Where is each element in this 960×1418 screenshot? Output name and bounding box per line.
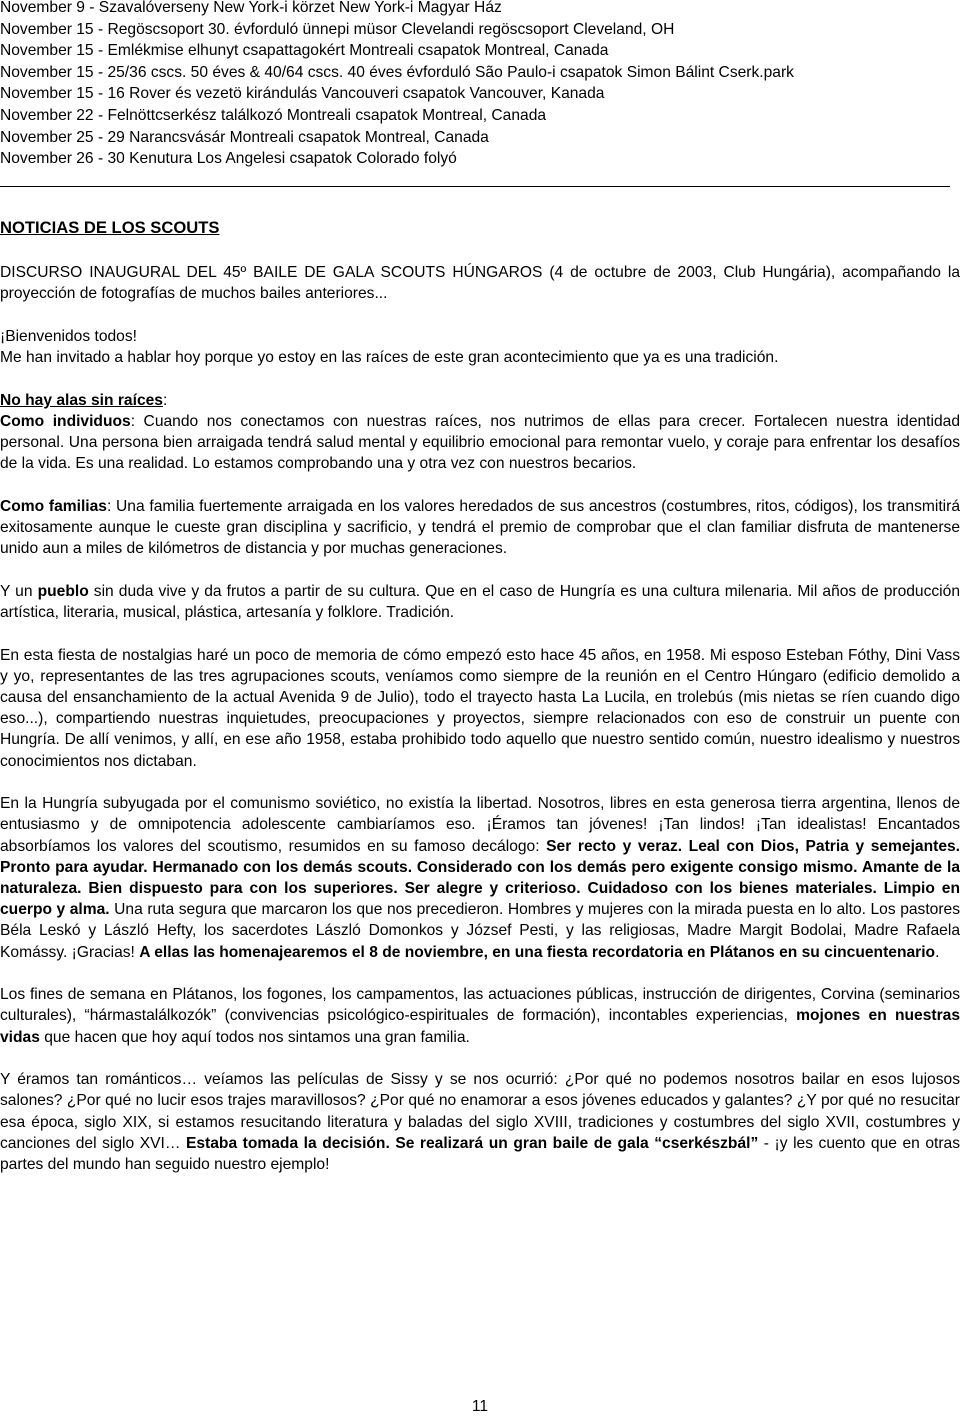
- speech-intro: [0, 262, 960, 304]
- event-item: November 9 - Szavalóverseny New York-i körzet New York-i Magyar Ház: [0, 0, 502, 16]
- hungary-text-b: Una ruta segura que marcaron los que nos precedieron. Hombres y mujeres con la mirada puesta en lo alto. Los pastores Béla Leskó y László Hefty, los sacerdotes László Domonkos y József Pesti, y las religiosas, Madre Margit Bodolai, Madre Rafaela Komássy. ¡Gracias!: [0, 901, 960, 961]
- hungary-paragraph: [0, 793, 960, 963]
- hungary-end: .: [935, 943, 940, 961]
- families-label: Como familias: [0, 497, 107, 515]
- people-text: sin duda vive y da frutos a partir de su cultura. Que en el caso de Hungría es una cultura milenaria. Mil años de producción artística, literaria, musical, plástica, artesanía y folklore. Tradición.: [0, 582, 960, 621]
- roots-paragraph: [0, 390, 960, 475]
- intro-number: 45º: [223, 264, 247, 281]
- romantic-text-b: - ¡y les cuento que en otras partes del mundo han seguido nuestro ejemplo!: [0, 1134, 960, 1174]
- article-body: [0, 262, 960, 1197]
- section-title: NOTICIAS DE LOS SCOUTS: [0, 218, 220, 237]
- invited-line: Me han invitado a hablar hoy porque yo estoy en las raíces de este gran acontecimiento que ya es una tradición.: [0, 349, 779, 366]
- hungary-text-a: En la Hungría subyugada por el comunismo soviético, no existía la libertad. Nosotros, libres en esta generosa tierra argentina, llenos de entusiasmo y de omnipotencia adolescente cambiaríamos eso. ¡Éramos tan jóvenes! ¡Tan lindos! ¡Tan idealistas! Encantados absorbíamos los valores del scoutismo, resumidos en su famoso decálogo:: [0, 795, 960, 855]
- weekends-text-b: que hacen que hoy aquí todos nos sintamos una gran familia.: [39, 1028, 470, 1046]
- individuals-label: Como individuos: [0, 412, 131, 430]
- roots-heading: No hay alas sin raíces: [0, 391, 163, 409]
- intro-suffix: BAILE DE GALA SCOUTS HÚNGAROS (4 de octubre de 2003, Club Hungária), acompañando la proyección de fotografías de muchos bailes anteriores...: [0, 264, 960, 303]
- event-item: November 26 - 30 Kenutura Los Angelesi csapatok Colorado folyó: [0, 150, 457, 168]
- intro-prefix: DISCURSO INAUGURAL DEL: [0, 264, 224, 281]
- families-text: : Una familia fuertemente arraigada en los valores heredados de sus ancestros (costumbres, ritos, códigos), los transmitirá exitosamente aunque le cueste gran disciplina y sacrificio, y tendrá el premio de comprobar que el clan familiar disfruta de mantenerse unido aun a miles de kilómetros de distancia y por muchas generaciones.: [0, 497, 960, 558]
- weekends-text-a: Los fines de semana en Plátanos, los fogones, los campamentos, las actuaciones públicas, instrucción de dirigentes, Corvina (seminarios culturales), “hármastalálkozók” (convivencias psicológico-espirituales de formación), incontables experiencias,: [0, 986, 960, 1025]
- welcome-line: ¡Bienvenidos todos!: [0, 327, 137, 345]
- memory-paragraph: En esta fiesta de nostalgias haré un poco de memoria de cómo empezó esto hace 45 años, en 1958. Mi esposo Esteban Fóthy, Dini Vass y yo, representantes de las tres agrupaciones scouts, veníamos como siempre de la reunión en el Centro Húngaro (edificio demolido a causa del ensanchamiento de la actual Avenida 9 de Julio), todo el trayecto hasta La Lucila, en trolebús (mis nietas se ríen cuando digo eso...), compartiendo nuestras inquietudes, preocupaciones y proyectos, siempre relacionados con eso de construir un puente con Hungría. De allí venimos, y allí, en ese año 1958, estaba prohibido todo aquello que nuestro sentido común, nuestro idealismo y nuestros conocimientos nos dictaban.: [0, 646, 960, 770]
- event-item: November 25 - 29 Narancsvásár Montreali csapatok Montreal, Canada: [0, 128, 489, 146]
- roots-colon: :: [162, 391, 168, 409]
- welcome-paragraph: [0, 326, 960, 368]
- romantic-bold: Estaba tomada la decisión. Se realizará un gran baile de gala “cserkészbál”: [185, 1134, 759, 1152]
- families-paragraph: [0, 496, 960, 560]
- event-item: November 15 - Emlékmise elhunyt csapattagokért Montreali csapatok Montreal, Canada: [0, 42, 609, 60]
- romantic-paragraph: [0, 1069, 960, 1175]
- romantic-text-a: Y éramos tan románticos… veíamos las películas de Sissy y se nos ocurrió: ¿Por qué no podemos nosotros bailar en esos lujosos salones? ¿Por qué no lucir esos trajes maravillosos? ¿Por qué no enamorar a esos jóvenes educados y galantes? ¿Y por qué no resucitar esa época, siglo XIX, si estamos resucitando literatura y baladas del siglo XVIII, tradiciones y costumbres del siglo XVII, costumbres y canciones del siglo XVI…: [0, 1071, 960, 1152]
- event-item: November 22 - Felnöttcserkész találkozó Montreali csapatok Montreal, Canada: [0, 106, 547, 124]
- decalogue-bold: Ser recto y veraz. Leal con Dios, Patria y semejantes. Pronto para ayudar. Hermanado con los demás scouts. Considerado con los demás pero exigente consigo mismo. Amante de la naturaleza. Bien dispuesto para con los superiores. Ser alegre y criterioso. Cuidadoso con los bienes materiales. Limpio en cuerpo y alma.: [0, 837, 960, 919]
- homage-bold: A ellas las homenajearemos el 8 de noviembre, en una fiesta recordatoria en Plátanos en su cincuentenario: [139, 943, 936, 961]
- event-item: November 15 - 16 Rover és vezetö kirándulás Vancouveri csapatok Vancouver, Kanada: [0, 85, 605, 103]
- event-list: [0, 0, 960, 170]
- people-paragraph: [0, 581, 960, 623]
- section-divider: [0, 186, 950, 187]
- page-number: 11: [471, 1398, 489, 1415]
- weekends-bold: mojones en nuestras vidas: [0, 1007, 960, 1046]
- people-bold: pueblo: [37, 582, 89, 600]
- people-pre: Y un: [0, 582, 38, 600]
- weekends-paragraph: [0, 984, 960, 1048]
- event-item: November 15 - 25/36 cscs. 50 éves & 40/64 cscs. 40 éves évforduló São Paulo-i csapatok Simon Bálint Cserk.park: [0, 63, 794, 81]
- event-item: November 15 - Regöscsoport 30. évforduló ünnepi müsor Clevelandi regöscsoport Cleveland, OH: [0, 20, 675, 38]
- individuals-text: : Cuando nos conectamos con nuestras raíces, nos nutrimos de ellas para crecer. Fortalecen nuestra identidad personal. Una persona bien arraigada tendrá salud mental y equilibrio emocional para remontar vuelo, y coraje para enfrentar los desafíos de la vida. Es una realidad. Lo estamos comprobando una y otra vez con nuestros becarios.: [0, 412, 960, 473]
